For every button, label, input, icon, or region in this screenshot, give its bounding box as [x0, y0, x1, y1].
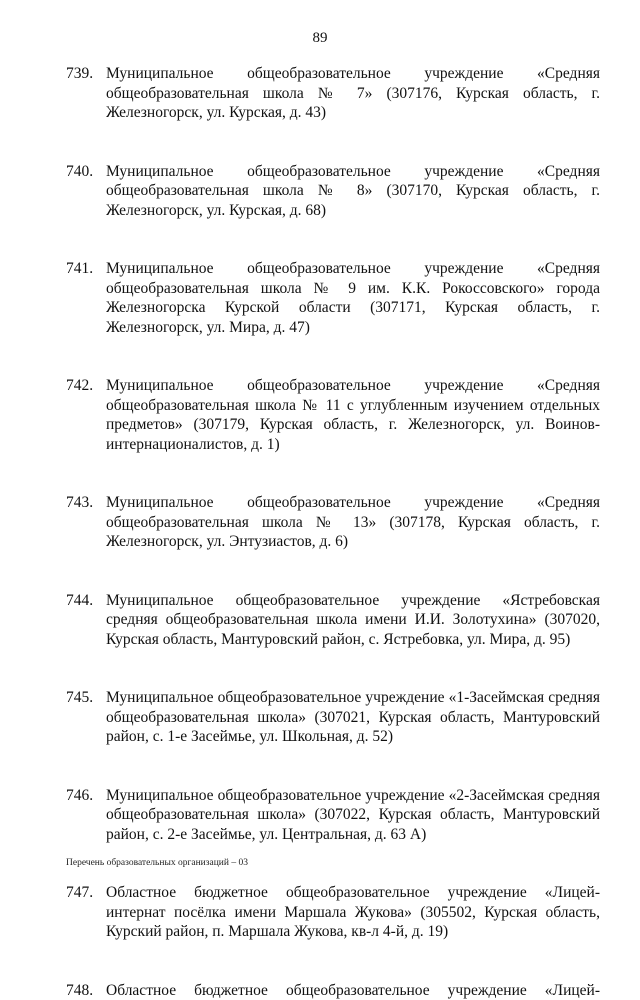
entry-text: Муниципальное общеобразовательное учреждение «1-Засеймская средняя общеобразовательная школа» (307021, Курская область, Мантуровский район, с. 1-е Засеймье, ул. Школьная, д. 52) [106, 688, 600, 747]
entry-text: Муниципальное общеобразовательное учреждение «Средняя общеобразовательная школа № 8» (307170, Курская область, г. Железногорск, ул. Курская, д. 68) [106, 162, 600, 221]
list-item [66, 493, 600, 552]
list-item [66, 883, 600, 942]
entry-number: 739. [66, 64, 106, 123]
entry-text: Муниципальное общеобразовательное учреждение «Средняя общеобразовательная школа № 7» (307176, Курская область, г. Железногорск, ул. Курская, д. 43) [106, 64, 600, 123]
entry-number: 742. [66, 376, 106, 454]
entry-text: Областное бюджетное общеобразовательное учреждение «Лицей- [106, 981, 600, 1000]
entry-number: 743. [66, 493, 106, 552]
entry-number: 745. [66, 688, 106, 747]
list-item [66, 786, 600, 845]
entry-text: Муниципальное общеобразовательное учреждение «Средняя общеобразовательная школа № 11 с углубленным изучением отдельных предметов» (307179, Курская область, г. Железногорск, ул. Воинов-интернационалистов, д. 1) [106, 376, 600, 454]
list-item [66, 376, 600, 454]
page-number: 89 [0, 30, 640, 47]
page-footer: Перечень образовательных организаций – 03 [66, 858, 248, 868]
list-item [66, 162, 600, 221]
list-item [66, 64, 600, 123]
list-item [66, 981, 600, 1000]
entry-number: 748. [66, 981, 106, 1000]
entry-text: Муниципальное общеобразовательное учреждение «Средняя общеобразовательная школа № 9 им. К.К. Рокоссовского» города Железногорска Курской области (307171, Курская область, г. Железногорск, ул. Мира, д. 47) [106, 259, 600, 337]
entry-number: 744. [66, 591, 106, 650]
list-item [66, 591, 600, 650]
entry-number: 746. [66, 786, 106, 845]
list-item [66, 688, 600, 747]
entry-text: Муниципальное общеобразовательное учреждение «Средняя общеобразовательная школа № 13» (307178, Курская область, г. Железногорск, ул. Энтузиастов, д. 6) [106, 493, 600, 552]
entry-number: 740. [66, 162, 106, 221]
entry-text: Муниципальное общеобразовательное учреждение «Ястребовская средняя общеобразовательная школа имени И.И. Золотухина» (307020, Курская область, Мантуровский район, с. Ястребовка, ул. Мира, д. 95) [106, 591, 600, 650]
list-item [66, 259, 600, 337]
entry-text: Областное бюджетное общеобразовательное учреждение «Лицей-интернат посёлка имени Маршала Жукова» (305502, Курская область, Курский район, п. Маршала Жукова, кв-л 4-й, д. 19) [106, 883, 600, 942]
entry-number: 747. [66, 883, 106, 942]
entry-number: 741. [66, 259, 106, 337]
entry-text: Муниципальное общеобразовательное учреждение «2-Засеймская средняя общеобразовательная школа» (307022, Курская область, Мантуровский район, с. 2-е Засеймье, ул. Центральная, д. 63 А) [106, 786, 600, 845]
